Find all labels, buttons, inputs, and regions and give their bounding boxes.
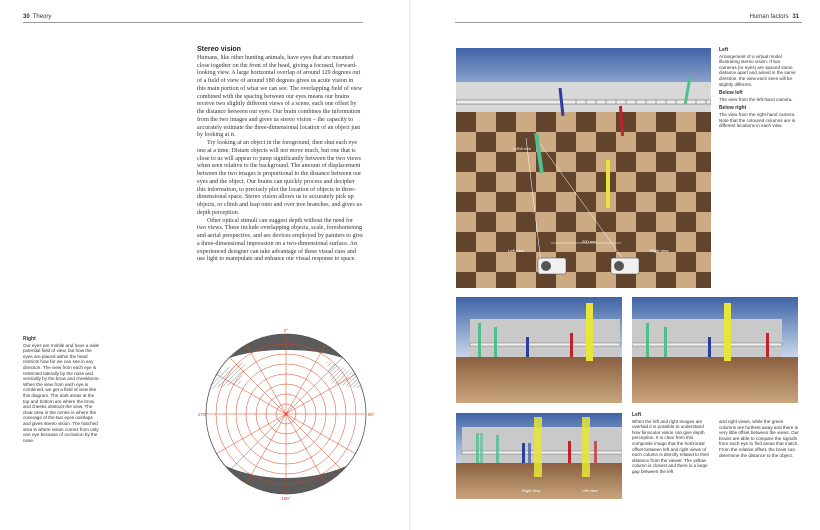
green-column xyxy=(494,327,497,357)
field-of-view-caption xyxy=(23,337,101,443)
yellow-column xyxy=(534,417,542,477)
left-camera-view xyxy=(456,297,622,403)
right-running-header xyxy=(750,14,802,20)
angle-label-top: 0° xyxy=(283,328,289,333)
left-page-number: 30 xyxy=(23,14,30,20)
caption-text: The view from the right-hand camera. Note that the coloured columns are in different locations in each view. xyxy=(719,111,796,129)
composite-caption-continued xyxy=(719,419,799,458)
green-column xyxy=(664,327,667,357)
red-column xyxy=(570,333,573,357)
caption-title: Below right xyxy=(719,105,747,112)
blue-column xyxy=(522,443,525,463)
caption-text: Our eyes are mobile and have a wide potential field of view, but how the eyes are placed within the head restricts how far we can see in any direction. The view from each eye is restricted laterally by the nose and vertically by the brow and cheekbone. When the view from each eye is combined, we get a field of view like this diagram. The dark areas at the top and bottom are where the brow and cheeks obstruct the view. The clear area in the centre is where the coverage of the two eyes overlaps and gives stereo vision. The hatched area is where vision comes from only one eye because of occlusion by the nose. xyxy=(23,342,100,443)
right-view-label: Right view xyxy=(650,248,669,253)
eye-distance-label: 200 mm xyxy=(582,239,597,244)
checkered-floor xyxy=(456,112,711,288)
back-wall xyxy=(456,82,711,112)
caption-text: Arrangement of a virtual model illustrating stereo vision. If two cameras (or eyes) are spaced some distance apart and aimed in the same direction, the view each sees will be slightly different. xyxy=(719,53,796,87)
angle-label-bottom: 180° xyxy=(281,496,291,501)
caption-title: Left xyxy=(632,412,642,418)
right-header-rule xyxy=(455,22,802,23)
angle-label-right: 90° xyxy=(368,412,375,417)
left-header-rule xyxy=(23,22,363,23)
article-heading: Stereo vision xyxy=(197,46,241,53)
caption-block xyxy=(719,48,799,87)
caption-text: and right views, while the green columns are furthest away and there is very little offset between the views. Our brains are able to compare the signals from each eye to find areas that match. From the relative offset, the brain can determine the distance to the object. xyxy=(719,419,799,458)
back-wall xyxy=(470,319,620,359)
yellow-column xyxy=(586,303,593,361)
blue-column xyxy=(526,337,529,357)
scale-bar xyxy=(456,100,711,104)
red-column xyxy=(766,333,769,357)
article-paragraph: Other optical stimuli can suggest depth without the need for two views. These include overlapping objects, scale, foreshortening and aerial perspective, and are devices employed by painters to give a three-dimensional impression on a two-dimensional surface. An experienced designer can take advantage of these visual cues and use light to manipulate and enhance our visual response to space. xyxy=(197,217,363,263)
caption-text: When the left and right images are overlaid it is possible to understand how binocular vision can give depth perception. It is clear from this composite image that the horizontal offset between left and right views of each column is directly related to their distance from the viewer. The yellow column is closest and there is a large gap between the left xyxy=(632,418,710,474)
stereo-model-caption xyxy=(719,48,799,133)
right-camera-view xyxy=(632,297,798,403)
caption-title: Right xyxy=(23,336,36,342)
caption-title: Below left xyxy=(719,90,743,97)
red-column xyxy=(568,441,571,463)
caption-block xyxy=(719,91,799,102)
left-view-label: Left view xyxy=(508,248,524,253)
article-body xyxy=(197,46,363,264)
left-camera xyxy=(538,258,566,274)
green-column xyxy=(480,433,483,463)
angle-label-left: 270° xyxy=(198,412,208,417)
yellow-column xyxy=(582,417,590,477)
caption-title: Left xyxy=(719,47,729,53)
field-of-view-diagram xyxy=(196,328,376,503)
composite-view xyxy=(456,413,622,499)
back-wall xyxy=(632,319,782,359)
caption-block xyxy=(719,106,799,128)
left-running-header xyxy=(23,14,51,20)
green-column xyxy=(476,433,479,463)
scale-bar xyxy=(632,343,782,346)
right-camera xyxy=(611,258,639,274)
stereo-model-render xyxy=(456,48,711,288)
book-gutter xyxy=(409,0,411,530)
yellow-column xyxy=(606,160,610,208)
floor xyxy=(456,357,622,403)
left-section-title: Theory xyxy=(32,14,52,20)
right-section-title: Human factors xyxy=(749,14,789,20)
blue-column xyxy=(708,337,711,357)
green-column xyxy=(646,323,649,357)
floor xyxy=(632,357,798,403)
article-paragraph: Try looking at an object in the foreground, then shut each eye one at a time. Distant objects will not move much, but one that is close to us will appear to jump significantly between the two views when seen relative to the background. The amount of displacement between the two images is proportional to the distance between our eyes and the object. Our brains can quickly process and decipher this information, to precisely plot the location of objects in three-dimensional space. Stereo vision allows us to accurately pick up objects, or climb and leap onto and over tree branches, and gives us depth perception. xyxy=(197,140,362,216)
far-distance-label: 1,600 mm xyxy=(513,146,531,151)
blue-column xyxy=(528,443,531,463)
polar-grid xyxy=(206,334,366,494)
caption-text: The view from the left-hand camera. xyxy=(719,96,793,102)
composite-right-view-label: Right view xyxy=(522,488,541,493)
right-page-number: 31 xyxy=(792,14,799,20)
green-column xyxy=(478,323,481,357)
red-column xyxy=(594,441,597,463)
green-column xyxy=(496,435,499,463)
yellow-column xyxy=(724,303,731,361)
article-paragraph: Humans, like other hunting animals, have eyes that are mounted close together on the front of the head, giving a focused, forward-looking view. A large horizontal overlap of around 120 degrees out of a field of view of around 180 degrees gives us acute vision in this main portion of what we can see. The overlapping field of view combined with the spacing between our eyes means our brains receive two slightly different views of a scene, each one offset by the distance between our eyes. Our brain combines the information from the two images and gives us stereo vision – the capacity to accurately estimate the three-dimensional location of an object just by looking at it. xyxy=(197,54,363,139)
composite-caption xyxy=(632,413,712,475)
composite-left-view-label: Left view xyxy=(582,488,598,493)
scale-bar xyxy=(470,343,620,346)
